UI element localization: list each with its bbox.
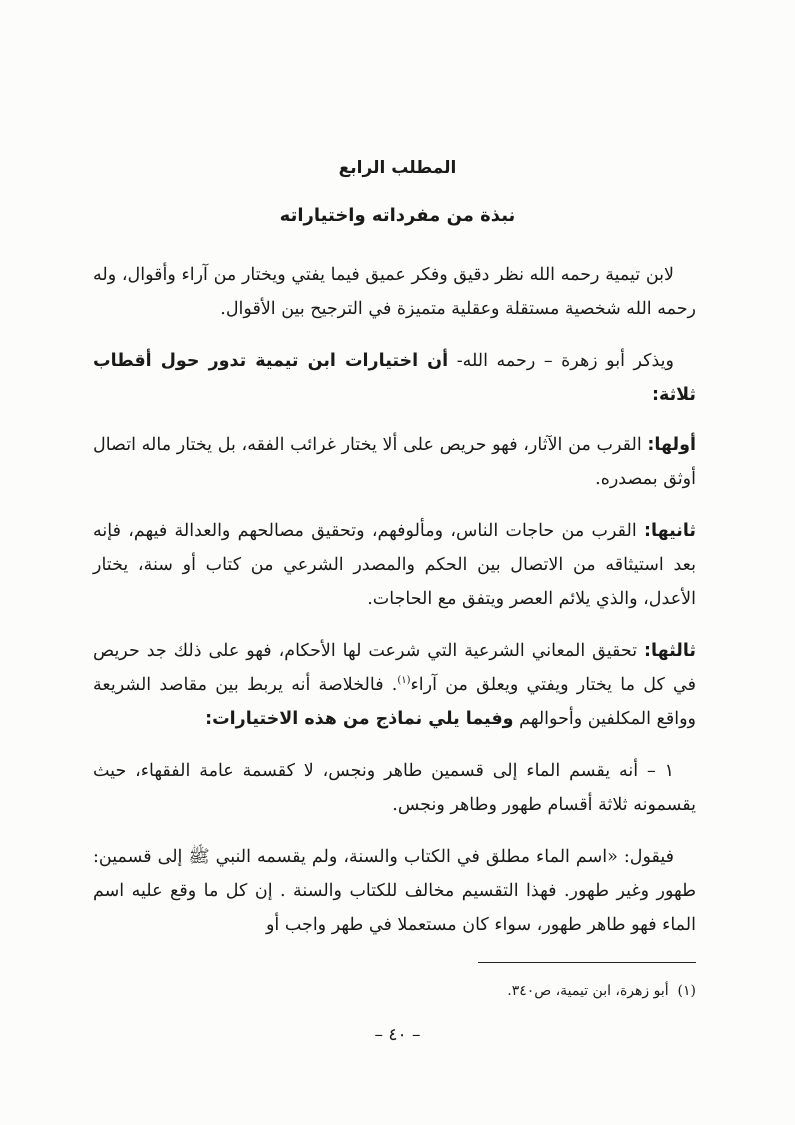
intro-paragraph: لابن تيمية رحمه الله نظر دقيق وفكر عميق فيما يفتي ويختار من آراء وأقوال، وله رحمه الله شخصية مستقلة وعقلية متميزة في الترجيح بين الأقوال. bbox=[93, 265, 696, 319]
page-number: – ٤٠ – bbox=[374, 1025, 421, 1045]
section-label: المطلب الرابع bbox=[338, 158, 457, 178]
pole-3-text: تحقيق المعاني الشرعية التي شرعت لها الأحكام، فهو على ذلك جد حريص في كل ما يختار ويفتي ويعلق من آراء bbox=[93, 641, 696, 695]
pole-2-label: ثانيها: bbox=[644, 521, 696, 541]
footnote-divider bbox=[478, 962, 696, 963]
body-text bbox=[93, 258, 696, 960]
item-1-paragraph: ١ – أنه يقسم الماء إلى قسمين طاهر ونجس، لا كقسمة عامة الفقهاء، حيث يقسمونه ثلاثة أقسام طهور وطاهر ونجس. bbox=[93, 761, 696, 815]
pole-1-label: أولها: bbox=[647, 435, 696, 455]
pole-1-paragraph bbox=[93, 428, 696, 496]
pole-3-label: ثالثها: bbox=[644, 641, 696, 661]
footnote-reference[interactable]: (١) bbox=[397, 675, 411, 687]
abu-zahra-thesis: أن اختيارات ابن تيمية تدور حول أقطاب ثلاثة: bbox=[93, 351, 696, 405]
pole-2-paragraph bbox=[93, 514, 696, 616]
pole-3-paragraph bbox=[93, 634, 696, 736]
section-title: نبذة من مفرداته واختياراته bbox=[279, 205, 516, 226]
pole-2-text: القرب من حاجات الناس، ومألوفهم، وتحقيق مصالحهم والعدالة فيهم، فإنه بعد استيثاقه من الاتصال بين الحكم والمصدر الشرعي من كتاب أو سنة، يختار الأعدل، والذي يلائم العصر ويتفق مع الحاجات. bbox=[93, 521, 696, 609]
quote-paragraph: فيقول: «اسم الماء مطلق في الكتاب والسنة، ولم يقسمه النبي ﷺ إلى قسمين: طهور وغير طهور. فهذا التقسيم مخالف للكتاب والسنة . إن كل ما وقع عليه اسم الماء فهو طاهر طهور، سواء كان مستعملا في طهر واجب أو bbox=[93, 847, 696, 935]
pole-1-text: القرب من الآثار، فهو حريص على ألا يختار غرائب الفقه، بل يختار ماله اتصال أوثق بمصدره. bbox=[93, 435, 696, 489]
abu-zahra-paragraph bbox=[93, 344, 696, 412]
abu-zahra-lead: ويذكر أبو زهرة – رحمه الله- bbox=[456, 351, 675, 371]
footnote-marker: (١) bbox=[677, 983, 696, 999]
examples-lead: وفيما يلي نماذج من هذه الاختيارات: bbox=[205, 709, 514, 729]
footnote-text: أبو زهرة، ابن تيمية، ص٣٤٠. bbox=[507, 983, 669, 999]
footnote bbox=[300, 983, 696, 999]
pole-3-text-after: . فالخلاصة أنه يربط بين مقاصد الشريعة وواقع المكلفين وأحوالهم bbox=[93, 675, 696, 729]
